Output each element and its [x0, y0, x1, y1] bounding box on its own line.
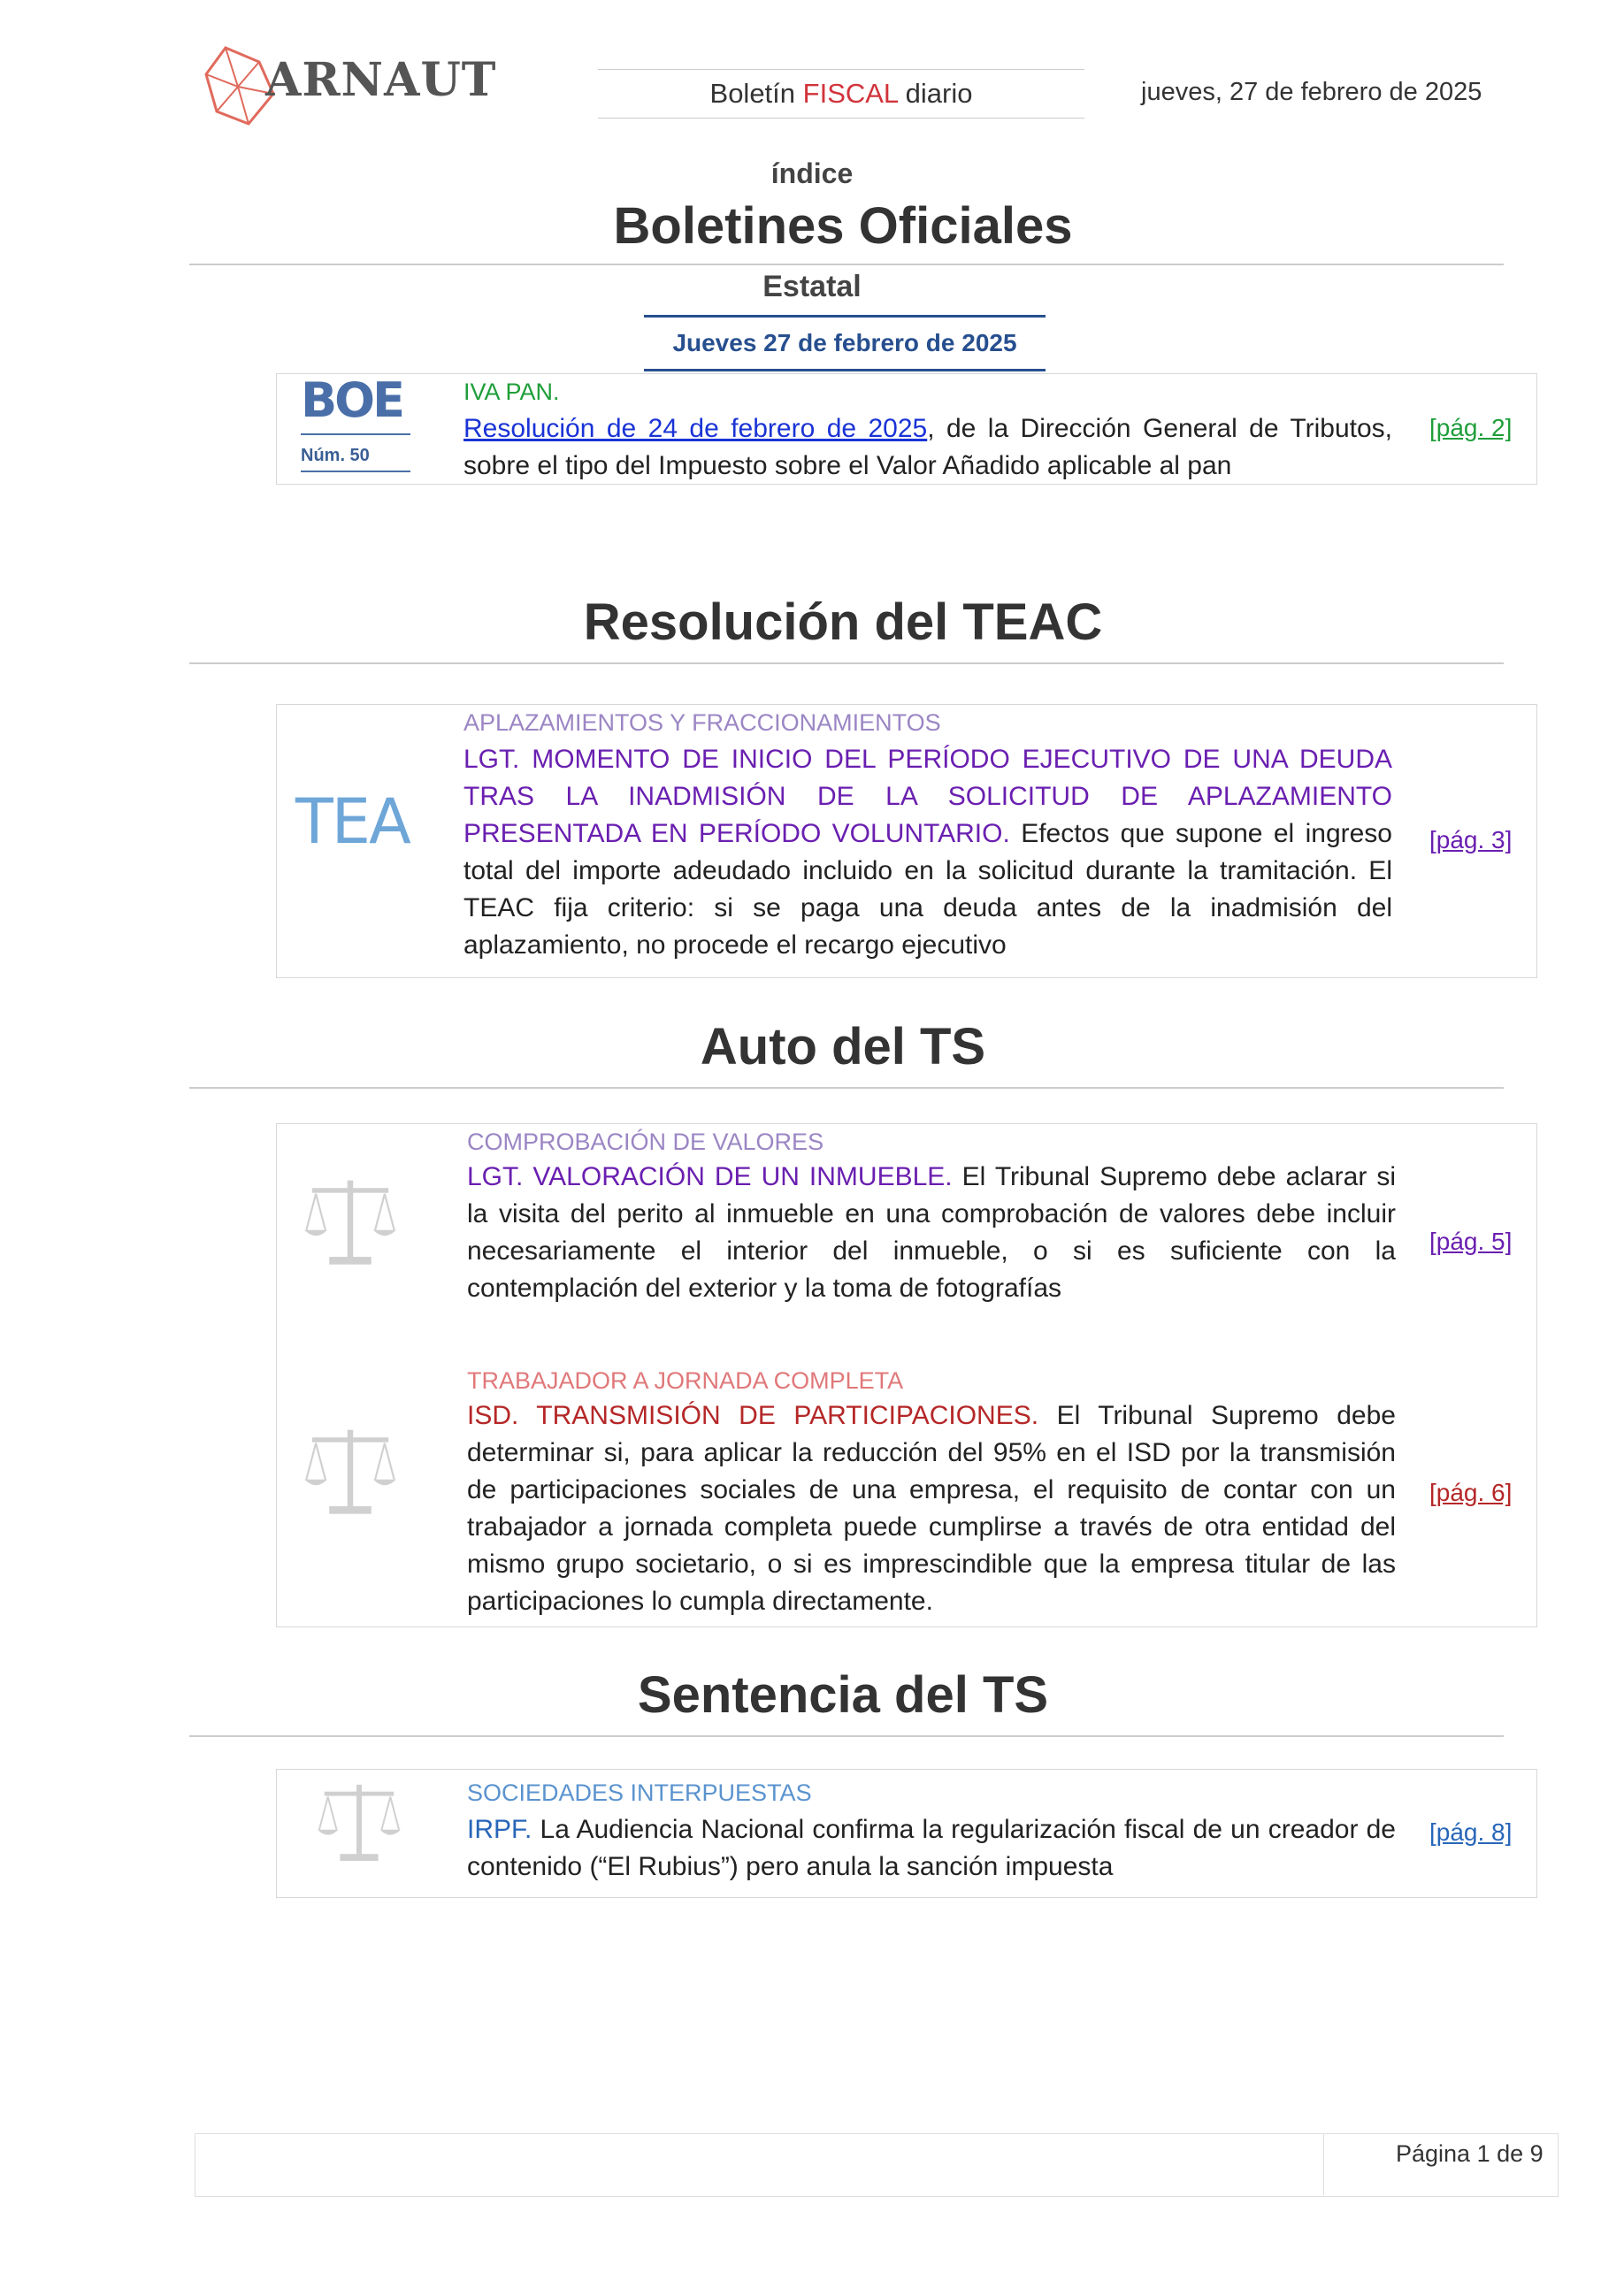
footer — [195, 2133, 1559, 2197]
section-title-boletines: Boletines Oficiales — [613, 197, 1073, 255]
auto-ts-1-headline: LGT. VALORACIÓN DE UN INMUEBLE. — [467, 1162, 953, 1191]
page-number: Página 1 de 9 — [1396, 2140, 1544, 2167]
auto-ts-2-text: El Tribunal Supremo debe determinar si, para aplicar la reducción del 95% en el ISD por la transmisión de participaciones sociales de una empresa, el requisito de contar con un trabajador a jornada completa puede cumplirse a través de otra entidad del mismo grupo societario, o si es imprescindible que la empresa titular de las participaciones lo cumpla directamente. — [467, 1401, 1396, 1616]
auto-ts-1-page-link[interactable]: [pág. 5] — [1429, 1228, 1513, 1255]
header-date: jueves, 27 de febrero de 2025 — [1141, 78, 1482, 106]
scales-icon — [313, 1778, 405, 1864]
boe-resolution-link[interactable]: Resolución de 24 de febrero de 2025 — [463, 414, 928, 443]
section-title-sentencia-ts: Sentencia del TS — [637, 1666, 1049, 1724]
auto-ts-2-headline: ISD. TRANSMISIÓN DE PARTICIPACIONES. — [467, 1401, 1039, 1430]
bulletin-fiscal: FISCAL — [802, 78, 899, 109]
scales-icon — [303, 1173, 398, 1268]
auto-ts-2-page-link[interactable]: [pág. 6] — [1429, 1479, 1513, 1506]
bulletin-suffix: diario — [898, 78, 973, 109]
scales-icon — [303, 1422, 398, 1518]
teac-summary — [463, 741, 1392, 964]
section-title-teac: Resolución del TEAC — [583, 593, 1103, 651]
sentencia-ts-summary — [467, 1811, 1396, 1886]
sentencia-ts-page-link[interactable]: [pág. 8] — [1429, 1818, 1513, 1846]
bulletin-title — [598, 69, 1084, 119]
footer-divider — [1323, 2133, 1324, 2195]
boe-summary — [463, 410, 1392, 485]
teac-page-link[interactable]: [pág. 3] — [1429, 826, 1513, 853]
boe-logo-text: BOE — [301, 372, 402, 428]
boe-logo — [301, 372, 410, 456]
boe-page-link[interactable]: [pág. 2] — [1429, 414, 1513, 441]
sentencia-ts-category: SOCIEDADES INTERPUESTAS — [467, 1779, 812, 1806]
auto-ts-1-text: El Tribunal Supremo debe aclarar si la visita del perito al inmueble en una comprobación de valores debe incluir necesariamente el interior del inmueble, o si es suficiente con la contemplación del exterior y la toma de fotografías — [467, 1162, 1397, 1303]
boe-number: Núm. 50 — [301, 446, 370, 465]
teac-summary-text: Efectos que supone el ingreso total del importe adeudado incluido en la solicitud durante la tramitación. El TEAC fija criterio: si se paga una deuda antes de la inadmisión del aplazamiento, no procede el recargo ejecutivo — [463, 819, 1392, 960]
boe-category: IVA PAN. — [463, 379, 560, 405]
logo-text: ARNAUT — [265, 53, 497, 107]
sentencia-ts-text: La Audiencia Nacional confirma la regularización fiscal de un creador de contenido (“El Rubius”) pero anula la sanción impuesta — [467, 1815, 1396, 1881]
auto-ts-1-summary — [467, 1159, 1396, 1307]
teac-category: APLAZAMIENTOS Y FRACCIONAMIENTOS — [463, 709, 941, 736]
boe-summary-text: , de la Dirección General de Tributos, sobre el tipo del Impuesto sobre el Valor Añadido aplicable al pan — [463, 414, 1393, 480]
section-subtitle-estatal: Estatal — [762, 270, 862, 303]
sentencia-ts-headline: IRPF. — [467, 1815, 532, 1844]
tea-logo: TEA — [295, 785, 410, 858]
auto-ts-1-category: COMPROBACIÓN DE VALORES — [467, 1129, 824, 1155]
date-band: Jueves 27 de febrero de 2025 — [644, 315, 1046, 371]
bulletin-prefix: Boletín — [709, 78, 803, 109]
section-divider — [189, 662, 1504, 664]
section-title-auto-ts: Auto del TS — [700, 1018, 986, 1075]
section-divider — [189, 1087, 1504, 1089]
boe-num-rule — [301, 471, 410, 472]
section-divider — [189, 1735, 1504, 1737]
auto-ts-2-category: TRABAJADOR A JORNADA COMPLETA — [467, 1367, 904, 1394]
boe-logo-rule — [301, 433, 410, 435]
section-divider — [189, 264, 1504, 265]
teac-headline: LGT. MOMENTO DE INICIO DEL PERÍODO EJECUTIVO DE UNA DEUDA TRAS LA INADMISIÓN DE LA SOLICITUD DE APLAZAMIENTO PRESENTADA EN PERÍODO VOLUNTARIO. — [463, 745, 1392, 848]
auto-ts-2-summary — [467, 1397, 1396, 1620]
index-kicker: índice — [770, 157, 854, 189]
